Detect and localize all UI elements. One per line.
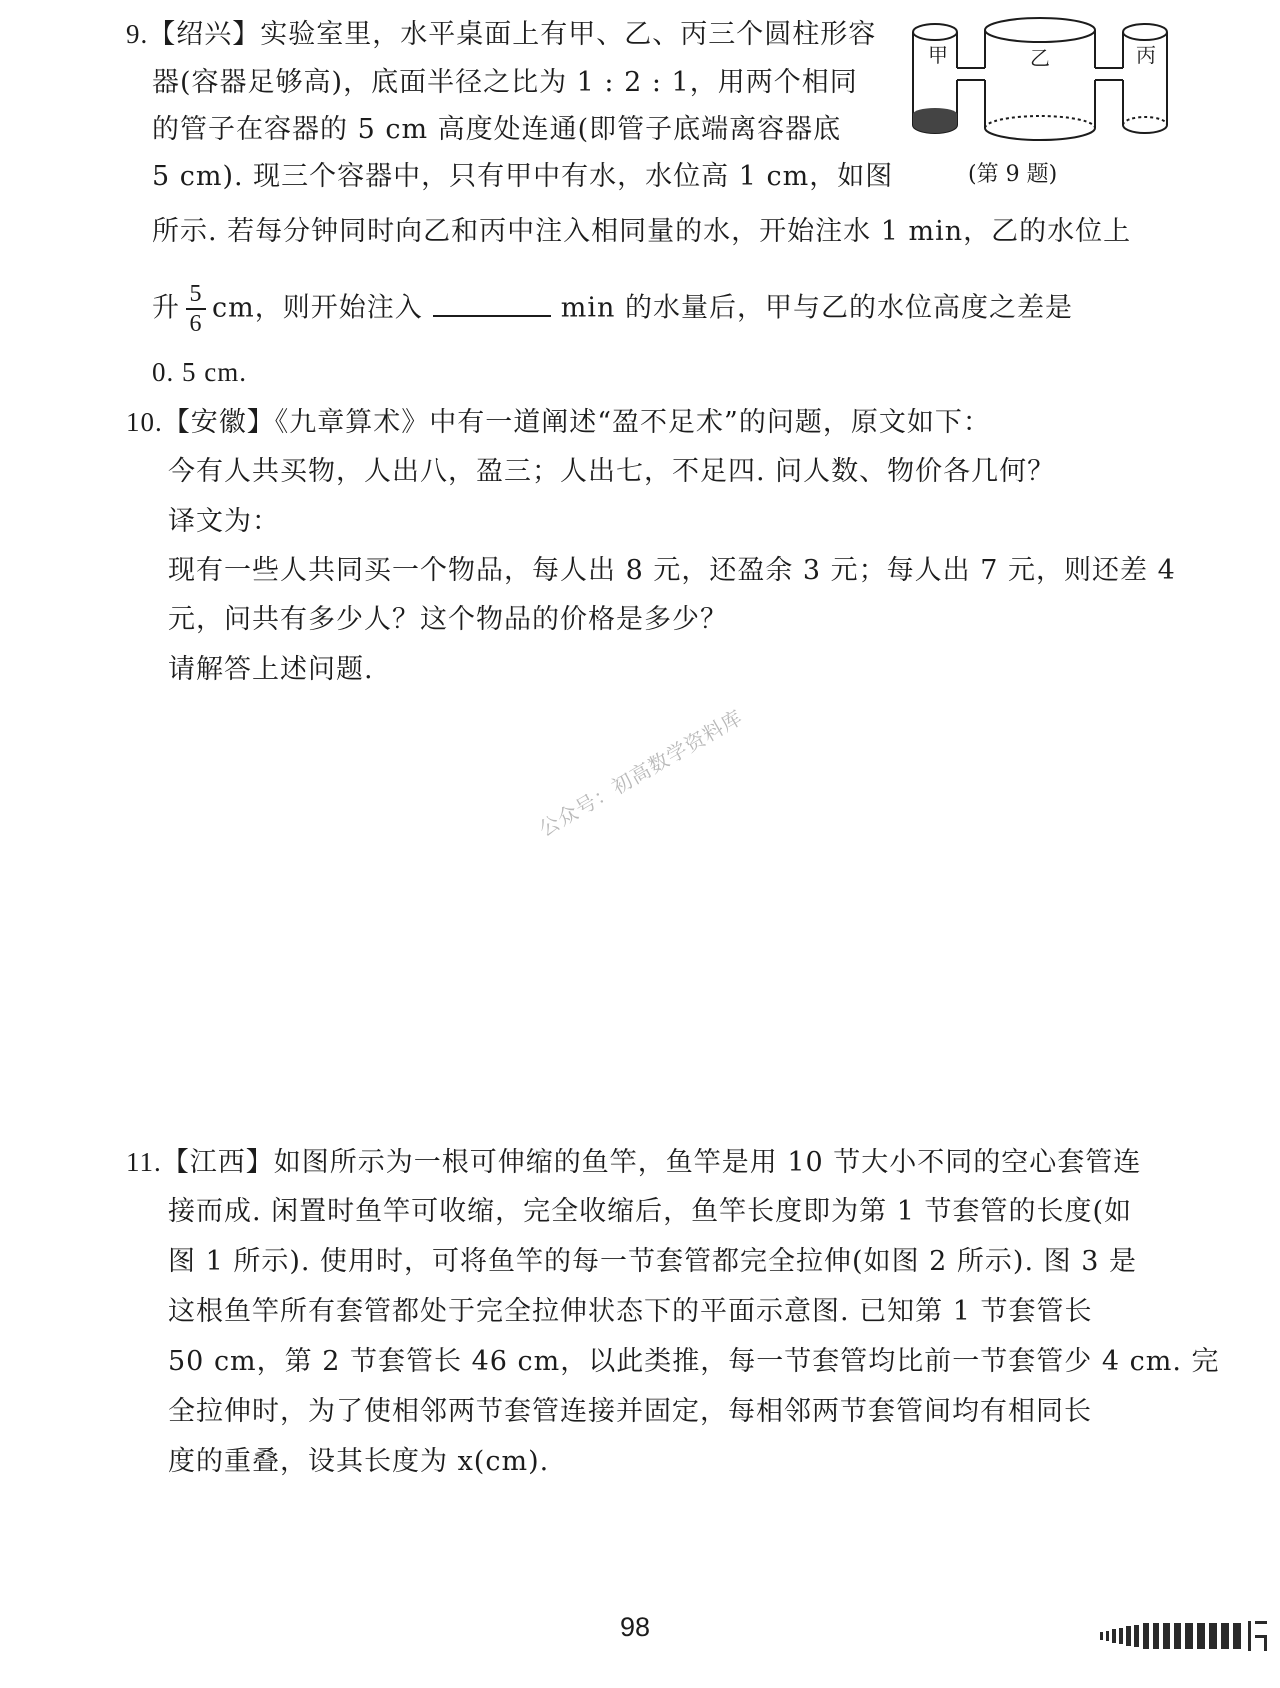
- cylinder-a-top: [913, 24, 957, 40]
- q11-tag: 【江西】: [161, 1147, 274, 1178]
- figure-caption: (第 9 题): [968, 162, 1058, 187]
- q10-line-2: 今有人共买物，人出八，盈三；人出七，不足四. 问人数、物价各几何？: [168, 456, 1056, 487]
- q9-line-2: 器(容器足够高)，底面半径之比为 1 : 2 : 1，用两个相同: [152, 67, 858, 98]
- q9-number: 9.: [126, 19, 149, 49]
- q10-line-4: 现有一些人共同买一个物品，每人出 8 元，还盈余 3 元；每人出 7 元，则还差 4: [168, 555, 1176, 586]
- q9-line-6-mid: cm，则开始注入: [212, 292, 423, 324]
- q10-number: 10.: [126, 407, 163, 437]
- cylinder-c-top: [1123, 24, 1167, 40]
- q10-line-5: 元，问共有多少人？这个物品的价格是多少？: [168, 604, 728, 635]
- q11-line-7: 度的重叠，设其长度为 x(cm).: [168, 1446, 550, 1477]
- cylinder-b-top: [985, 18, 1095, 42]
- fraction: [186, 280, 206, 338]
- answer-blank[interactable]: [433, 289, 551, 317]
- q10-text-1: 《九章算术》中有一道阐述“盈不足术”的问题，原文如下：: [274, 407, 991, 438]
- q9-text-1: 实验室里，水平桌面上有甲、乙、丙三个圆柱形容: [260, 19, 877, 50]
- q9-line-5: 所示. 若每分钟同时向乙和丙中注入相同量的水，开始注水 1 min，乙的水位上: [152, 216, 1132, 247]
- water-in-a: [913, 108, 957, 133]
- q9-line-3: 的管子在容器的 5 cm 高度处连通(即管子底端离容器底: [152, 114, 842, 145]
- q11-line-4: 这根鱼竿所有套管都处于完全拉伸状态下的平面示意图. 已知第 1 节套管长: [168, 1296, 1093, 1327]
- q9-line-4: 5 cm). 现三个容器中，只有甲中有水，水位高 1 cm，如图: [152, 161, 894, 192]
- q11-line-2: 接而成. 闲置时鱼竿可收缩，完全收缩后，鱼竿长度即为第 1 节套管的长度(如: [168, 1196, 1133, 1227]
- label-a: 甲: [928, 43, 948, 67]
- page-number: 98: [620, 1612, 651, 1642]
- q11-text-1: 如图所示为一根可伸缩的鱼竿，鱼竿是用 10 节大小不同的空心套管连: [273, 1147, 1142, 1178]
- label-c: 丙: [1136, 43, 1156, 67]
- q9-line-1: [126, 14, 876, 55]
- fraction-numerator: 5: [189, 281, 203, 307]
- q10-line-6: 请解答上述问题.: [168, 654, 374, 685]
- q10-line-1: [126, 402, 991, 443]
- q9-line-7: 0. 5 cm.: [152, 357, 247, 387]
- q10-tag: 【安徽】: [162, 407, 275, 438]
- q9-line-6: [152, 280, 1073, 338]
- q9-line-6-post: min 的水量后，甲与乙的水位高度之差是: [560, 292, 1073, 324]
- q11-line-5: 50 cm，第 2 节套管长 46 cm，以此类推，每一节套管均比前一节套管少 4 cm. 完: [168, 1346, 1220, 1377]
- q11-line-1: [126, 1142, 1141, 1183]
- q9-line-6-pre: 升: [152, 292, 180, 324]
- q10-line-3: 译文为：: [168, 506, 280, 537]
- q9-tag: 【绍兴】: [148, 19, 261, 50]
- fraction-denominator: 6: [189, 311, 203, 337]
- watermark: 公众号：初高数学资料库: [534, 704, 747, 842]
- label-b: 乙: [1030, 46, 1050, 70]
- q11-line-6: 全拉伸时，为了使相邻两节套管连接并固定，每相邻两节套管间均有相同长: [168, 1396, 1092, 1427]
- q11-number: 11.: [126, 1147, 162, 1177]
- q11-line-3: 图 1 所示). 使用时，可将鱼竿的每一节套管都完全拉伸(如图 2 所示). 图 3 是: [168, 1246, 1137, 1277]
- barcode-logo-icon: [1100, 1614, 1270, 1654]
